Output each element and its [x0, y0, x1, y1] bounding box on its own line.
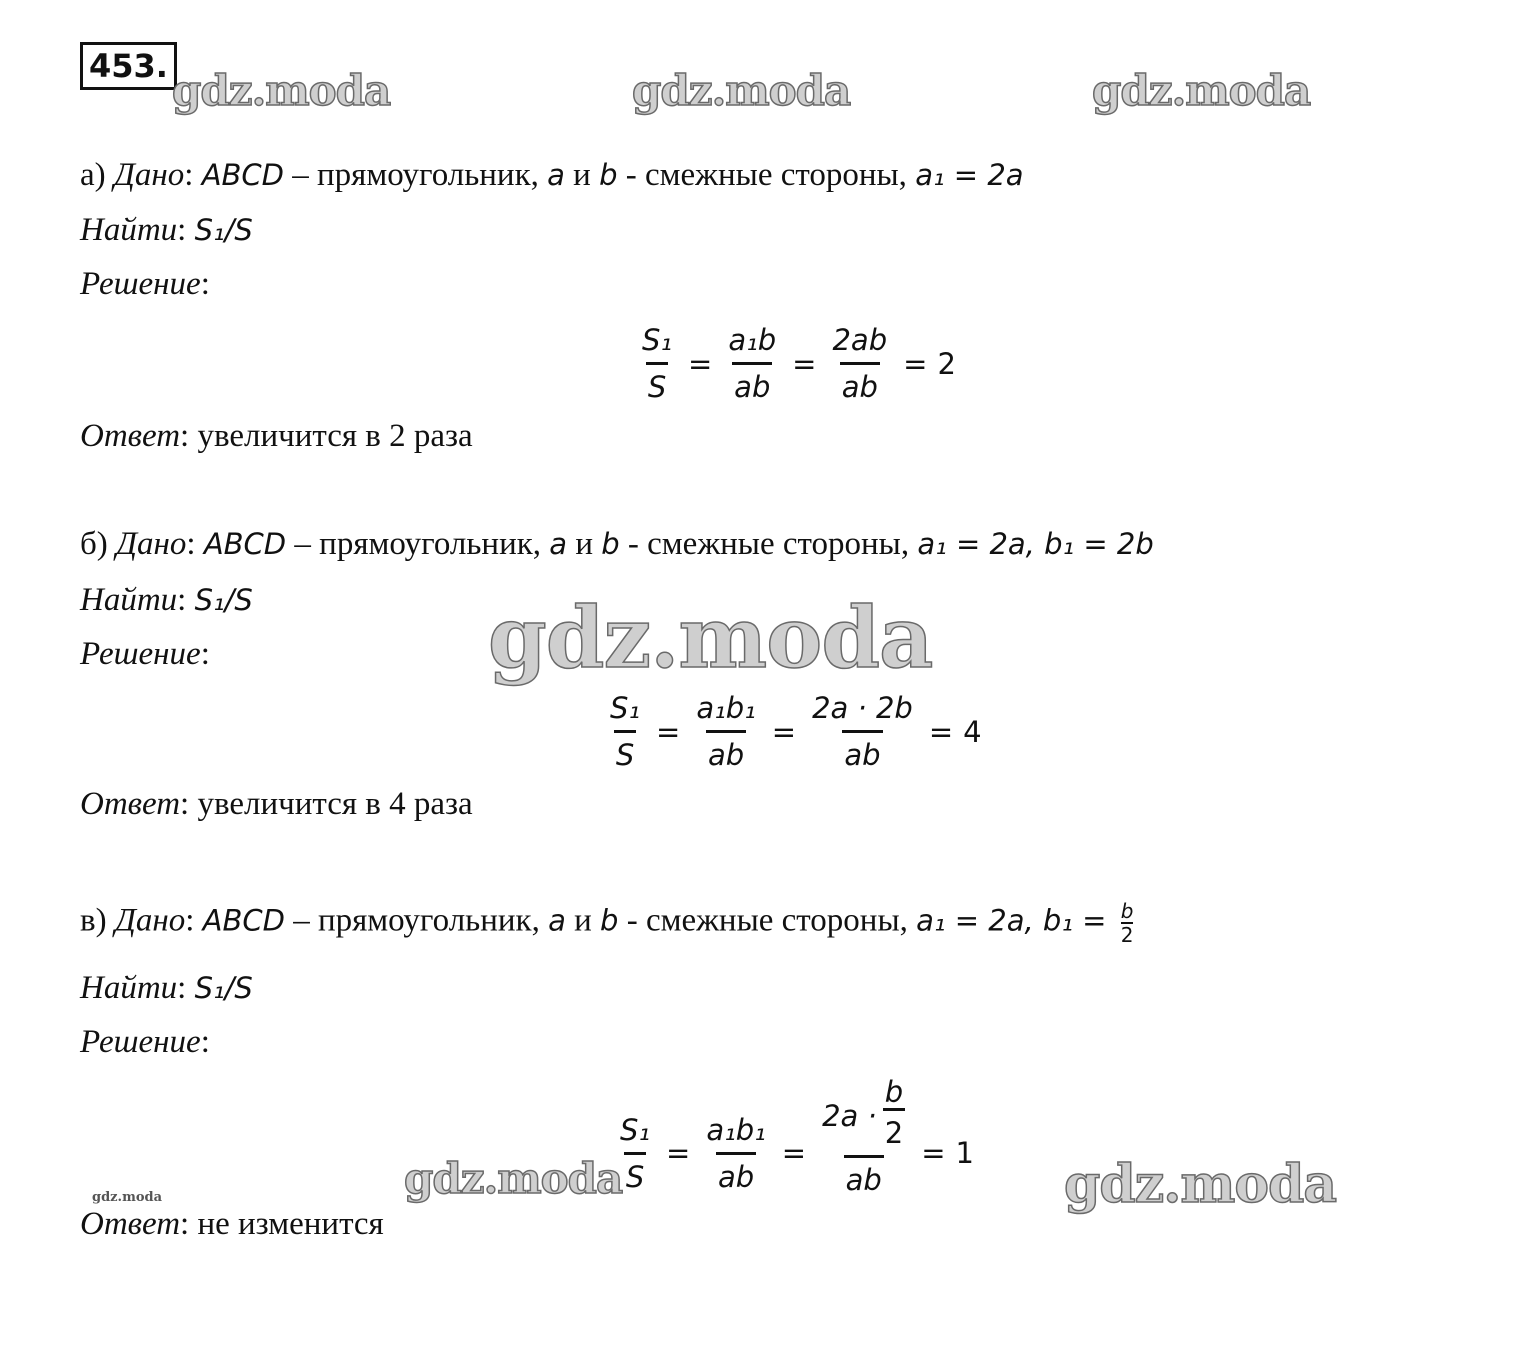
part-letter: а) [80, 157, 106, 193]
answer-text: увеличится в 4 раза [197, 786, 473, 822]
var-b: b [601, 527, 620, 561]
part-letter: б) [80, 526, 108, 562]
conjunction: и [573, 157, 591, 193]
fraction: $\frac{\text{a₁b}}{ab}$ [726, 318, 778, 409]
fraction: $\frac{\text{a₁b₁}}{ab}$ [704, 1108, 767, 1199]
part-b-find-line: Найти: S₁/S [80, 582, 253, 618]
answer-text: не изменится [197, 1206, 384, 1242]
part-b-answer-line: Ответ: увеличится в 4 раза [80, 786, 473, 822]
fraction: 2a · $\frac{b}{2}$ ab [820, 1076, 907, 1202]
find-label: Найти [80, 212, 178, 248]
find-expression: S₁/S [194, 213, 253, 247]
conjunction: и [575, 526, 593, 562]
part-b-solution-label: Решение: [80, 636, 210, 672]
result: 1 [955, 1136, 974, 1170]
var-a: a [548, 903, 566, 938]
watermark: gdz.moda [632, 66, 851, 115]
fraction: $\frac{\text{S₁}}{S}$ [608, 686, 642, 777]
answer-label: Ответ [80, 786, 181, 822]
sides-text: - смежные стороны, [626, 902, 908, 939]
fraction: $\frac{2ab}{ab}$ [830, 318, 889, 409]
part-c-given-line: в) Дано: ABCD – прямоугольник, a и b - смежные стороны, a₁ = 2a, b₁ = $\frac{b}{2}$ [80, 899, 1134, 947]
part-a-find-line: Найти: S₁/S [80, 212, 253, 248]
condition: a₁ = 2a [915, 158, 1024, 192]
fraction: $\frac{\text{S₁}}{S}$ [618, 1108, 652, 1199]
equals-sign: = [666, 1136, 691, 1170]
figure-name: ABCD [201, 158, 285, 192]
part-a-solution-label: Решение: [80, 266, 210, 302]
condition: a₁ = 2a, b₁ = [916, 903, 1107, 938]
figure-type: – прямоугольник, [292, 157, 539, 193]
find-label: Найти [80, 582, 178, 618]
equals-sign: = [792, 346, 817, 381]
part-b-given-line: б) Дано: ABCD – прямоугольник, a и b - смежные стороны, a₁ = 2a, b₁ = 2b [80, 526, 1154, 562]
part-a-equation [636, 318, 956, 409]
var-a: a [547, 158, 565, 192]
equals-sign: = [928, 714, 954, 749]
figure-name: ABCD [202, 903, 285, 938]
given-label: Дано [114, 902, 186, 939]
part-c-equation [614, 1076, 974, 1202]
part-a-answer-line: Ответ: увеличится в 2 раза [80, 418, 473, 454]
watermark: gdz.moda [488, 588, 933, 687]
result: 2 [937, 346, 956, 381]
fraction: $\frac{\text{a₁b₁}}{ab}$ [694, 686, 757, 777]
find-label: Найти [80, 970, 178, 1006]
small-watermark: gdz.moda [92, 1190, 163, 1205]
part-c-solution-label: Решение: [80, 1024, 210, 1060]
condition: a₁ = 2a, b₁ = 2b [917, 527, 1154, 561]
part-c-answer-line: Ответ: не изменится [80, 1206, 384, 1242]
sides-text: - смежные стороны, [627, 526, 910, 562]
part-c-find-line: Найти: S₁/S [80, 970, 253, 1006]
watermark: gdz.moda [1064, 1154, 1337, 1215]
equals-sign: = [771, 714, 797, 749]
watermark: gdz.moda [1092, 66, 1311, 115]
equals-sign: = [781, 1136, 807, 1170]
answer-label: Ответ [80, 418, 181, 454]
given-label: Дано [113, 157, 185, 193]
fraction: $\frac{\text{S₁}}{S}$ [640, 318, 674, 409]
part-b-equation [604, 686, 982, 777]
conjunction: и [574, 902, 592, 939]
condition-fraction: $\frac{b}{2}$ [1120, 899, 1134, 947]
problem-number: 453. [80, 42, 177, 90]
answer-text: увеличится в 2 раза [197, 418, 473, 454]
var-b: b [600, 903, 619, 938]
equals-sign: = [903, 346, 928, 381]
var-a: a [549, 527, 568, 561]
part-a-given-line: а) Дано: ABCD – прямоугольник, a и b - смежные стороны, a₁ = 2a [80, 157, 1024, 193]
given-label: Дано [116, 526, 187, 562]
sides-text: - смежные стороны, [625, 157, 907, 193]
equals-sign: = [688, 346, 713, 381]
answer-label: Ответ [80, 1206, 181, 1242]
find-expression: S₁/S [194, 583, 253, 617]
watermark: gdz.moda [404, 1154, 623, 1203]
find-expression: S₁/S [194, 971, 253, 1005]
figure-type: – прямоугольник, [293, 902, 540, 939]
figure-type: – прямоугольник, [294, 526, 542, 562]
part-letter: в) [80, 902, 107, 939]
figure-name: ABCD [203, 527, 287, 561]
solution-label: Решение [80, 636, 201, 672]
solution-label: Решение [80, 1024, 201, 1060]
equals-sign: = [921, 1136, 946, 1170]
equals-sign: = [656, 714, 681, 749]
watermark: gdz.moda [172, 66, 391, 115]
var-b: b [599, 158, 618, 192]
fraction: $\frac{2a \cdot 2b}{ab}$ [810, 686, 915, 777]
solution-label: Решение [80, 266, 201, 302]
result: 4 [963, 714, 982, 749]
